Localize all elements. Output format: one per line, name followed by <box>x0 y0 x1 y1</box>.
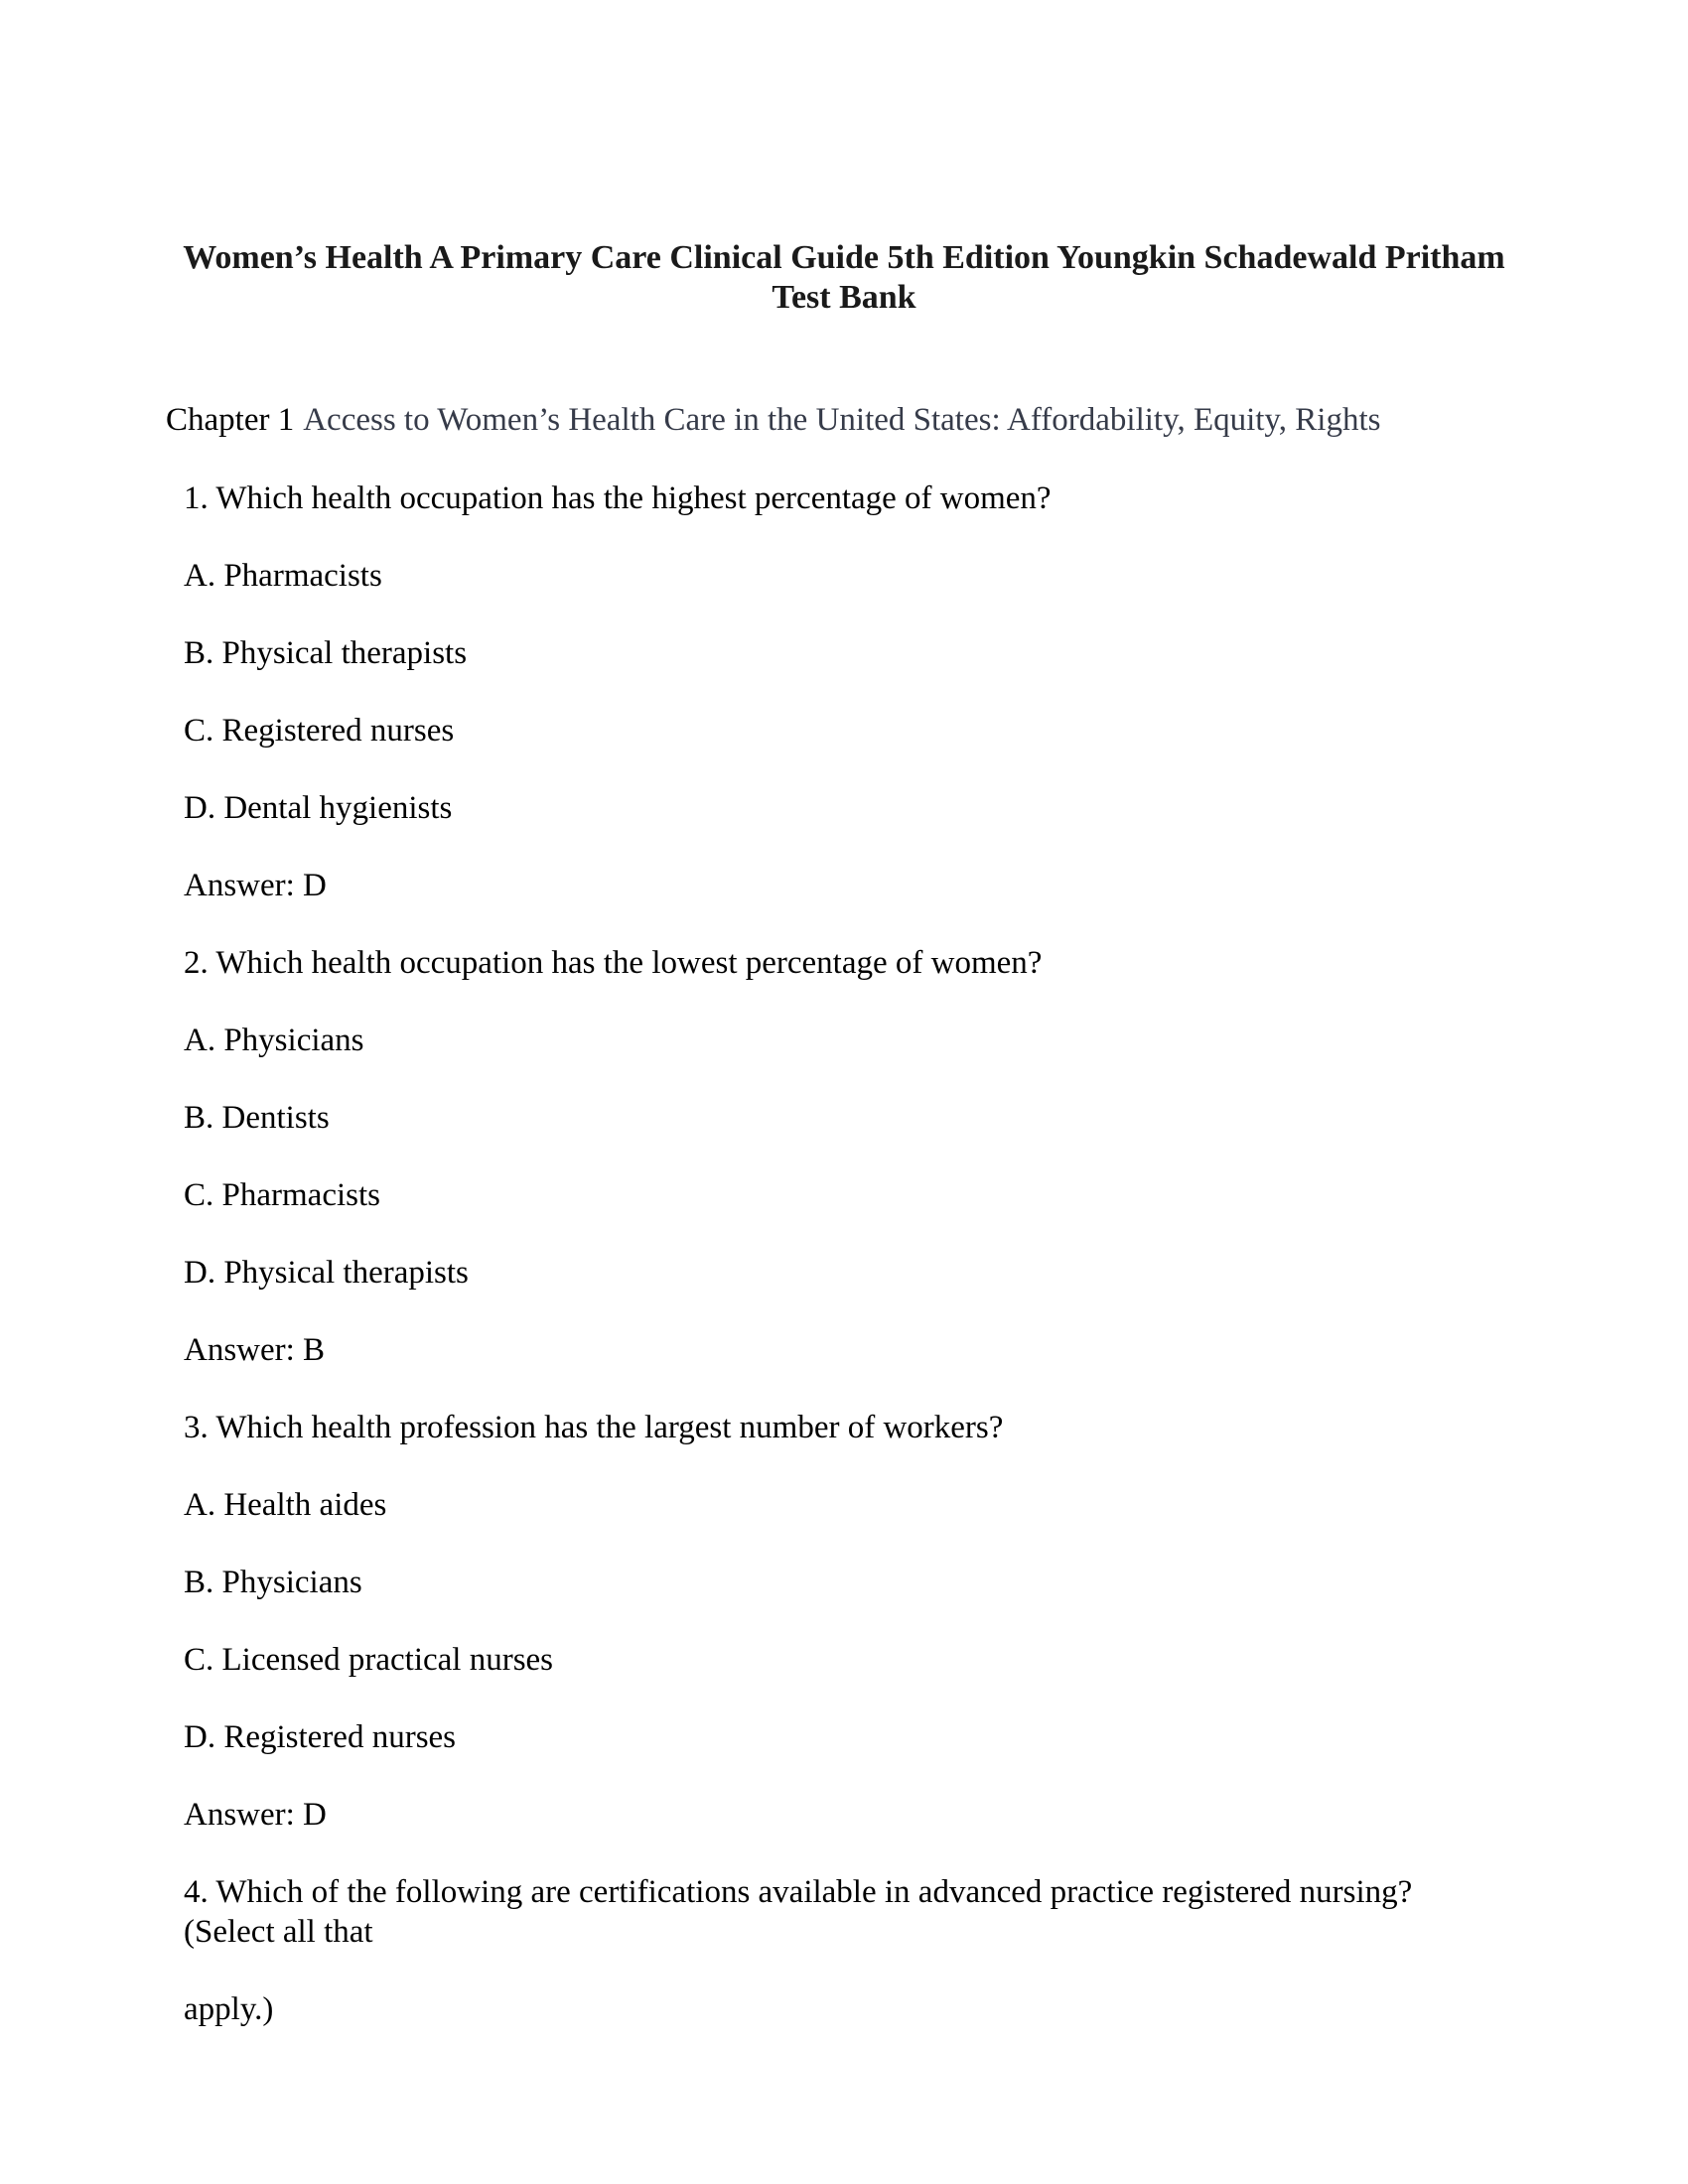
question-prompt-line-1: 4. Which of the following are certifications available in advanced practice registered nursing? <box>184 1874 1413 1910</box>
question-block-3 <box>184 1408 1519 1835</box>
document-title-line-2: Test Bank <box>772 279 916 316</box>
document-title <box>149 238 1539 318</box>
option-item: C. Pharmacists <box>184 1177 380 1213</box>
option-item: C. Licensed practical nurses <box>184 1642 554 1678</box>
document-body <box>166 399 1519 2029</box>
question-prompt: 2. Which health occupation has the lowest percentage of women? <box>184 945 1043 981</box>
question-prompt: 1. Which health occupation has the highest percentage of women? <box>184 480 1052 516</box>
document-header <box>149 238 1539 318</box>
option-item: D. Dental hygienists <box>184 790 453 826</box>
option-item: B. Physical therapists <box>184 635 468 671</box>
option-item: B. Dentists <box>184 1100 330 1136</box>
question-block-1 <box>184 478 1519 905</box>
chapter-heading <box>166 399 1519 441</box>
question-block-4 <box>184 1872 1519 2029</box>
option-item: C. Registered nurses <box>184 713 455 749</box>
question-prompt-continuation: apply.) <box>184 1991 274 2027</box>
option-item: D. Registered nurses <box>184 1719 457 1755</box>
chapter-title: Access to Women’s Health Care in the United States: Affordability, Equity, Rights <box>303 402 1381 438</box>
option-item: B. Physicians <box>184 1565 362 1600</box>
answer-text: Answer: D <box>184 868 327 903</box>
document-title-line-1: Women’s Health A Primary Care Clinical Guide 5th Edition Youngkin Schadewald Pritham <box>183 239 1505 276</box>
answer-text: Answer: D <box>184 1797 327 1833</box>
chapter-label: Chapter 1 <box>166 402 295 438</box>
question-prompt: 3. Which health profession has the largest number of workers? <box>184 1410 1004 1445</box>
question-block-2 <box>184 943 1519 1370</box>
option-item: D. Physical therapists <box>184 1255 469 1291</box>
question-prompt-line-2: (Select all that <box>184 1914 373 1950</box>
option-item: A. Pharmacists <box>184 558 382 594</box>
answer-text: Answer: B <box>184 1332 326 1368</box>
option-item: A. Health aides <box>184 1487 387 1523</box>
question-prompt <box>184 1872 1519 1952</box>
option-item: A. Physicians <box>184 1023 364 1058</box>
